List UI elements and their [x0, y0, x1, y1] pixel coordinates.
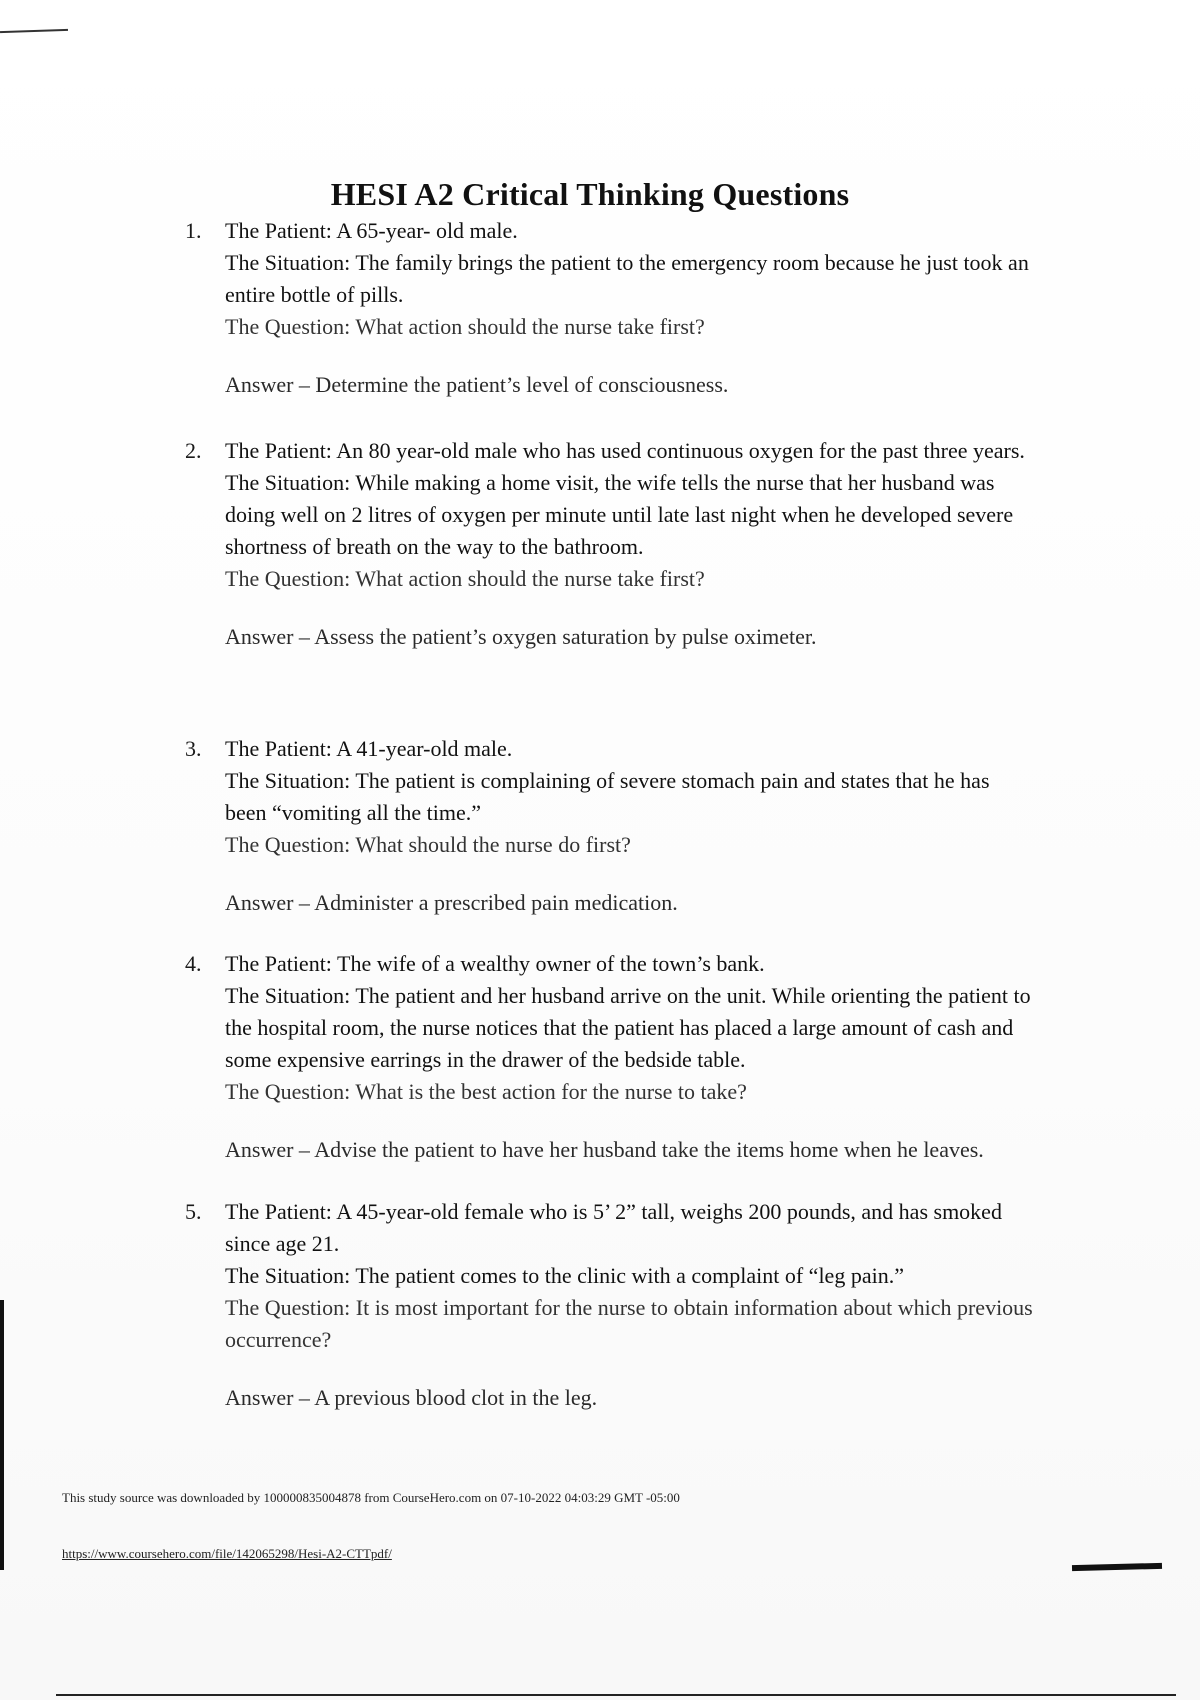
question-patient: The Patient: The wife of a wealthy owner of the town’s bank. — [225, 951, 765, 976]
question-prompt: The Question: What should the nurse do first? — [225, 832, 631, 857]
footer-url-link[interactable]: https://www.coursehero.com/file/142065298/Hesi-A2-CTTpdf/ — [62, 1546, 392, 1561]
question-prompt: The Question: It is most important for the nurse to obtain information about which previous occurrence? — [225, 1295, 1033, 1352]
question-patient: The Patient: A 45-year-old female who is 5’ 2” tall, weighs 200 pounds, and has smoked since age 21. — [225, 1199, 1002, 1256]
question-prompt: The Question: What action should the nurse take first? — [225, 314, 705, 339]
question-situation: The Situation: The patient is complaining of severe stomach pain and states that he has been “vomiting all the time.” — [225, 768, 990, 825]
page-title: HESI A2 Critical Thinking Questions — [330, 176, 850, 213]
question-number: 2. — [185, 438, 202, 463]
question-item-1 — [185, 215, 1035, 401]
question-answer: Answer – Determine the patient’s level of consciousness. — [225, 372, 729, 397]
question-number: 3. — [185, 736, 202, 761]
question-patient: The Patient: An 80 year-old male who has used continuous oxygen for the past three years. — [225, 438, 1025, 463]
question-answer: Answer – Assess the patient’s oxygen saturation by pulse oximeter. — [225, 624, 817, 649]
scan-artifact-bottom — [56, 1694, 1176, 1696]
question-number: 5. — [185, 1199, 202, 1224]
question-number: 4. — [185, 951, 202, 976]
question-body — [225, 948, 1035, 1166]
question-number: 1. — [185, 218, 202, 243]
question-body — [225, 733, 1035, 919]
question-body — [225, 215, 1035, 401]
question-situation: The Situation: The patient comes to the clinic with a complaint of “leg pain.” — [225, 1263, 904, 1288]
question-item-4 — [185, 948, 1035, 1166]
question-prompt: The Question: What is the best action for the nurse to take? — [225, 1079, 747, 1104]
question-body — [225, 435, 1035, 653]
question-patient: The Patient: A 41-year-old male. — [225, 736, 513, 761]
question-situation: The Situation: While making a home visit, the wife tells the nurse that her husband was doing well on 2 litres of oxygen per minute until late last night when he developed severe shortness of breath on the way to the bathroom. — [225, 470, 1014, 559]
scan-artifact-right — [1072, 1563, 1162, 1571]
question-item-5 — [185, 1196, 1035, 1414]
question-patient: The Patient: A 65-year- old male. — [225, 218, 518, 243]
question-situation: The Situation: The family brings the patient to the emergency room because he just took an entire bottle of pills. — [225, 250, 1029, 307]
question-body — [225, 1196, 1035, 1414]
footer-source-note: This study source was downloaded by 100000835004878 from CourseHero.com on 07-10-2022 04:03:29 GMT -05:00 — [62, 1490, 680, 1505]
question-answer: Answer – Advise the patient to have her husband take the items home when he leaves. — [225, 1137, 984, 1162]
question-situation: The Situation: The patient and her husband arrive on the unit. While orienting the patient to the hospital room, the nurse notices that the patient has placed a large amount of cash and some expensive earrings in the drawer of the bedside table. — [225, 983, 1031, 1072]
question-prompt: The Question: What action should the nurse take first? — [225, 566, 705, 591]
question-answer: Answer – A previous blood clot in the leg. — [225, 1385, 598, 1410]
scan-artifact-top — [0, 29, 68, 33]
question-item-2 — [185, 435, 1035, 653]
question-item-3 — [185, 733, 1035, 919]
scan-artifact-left — [0, 1300, 4, 1570]
question-answer: Answer – Administer a prescribed pain medication. — [225, 890, 678, 915]
